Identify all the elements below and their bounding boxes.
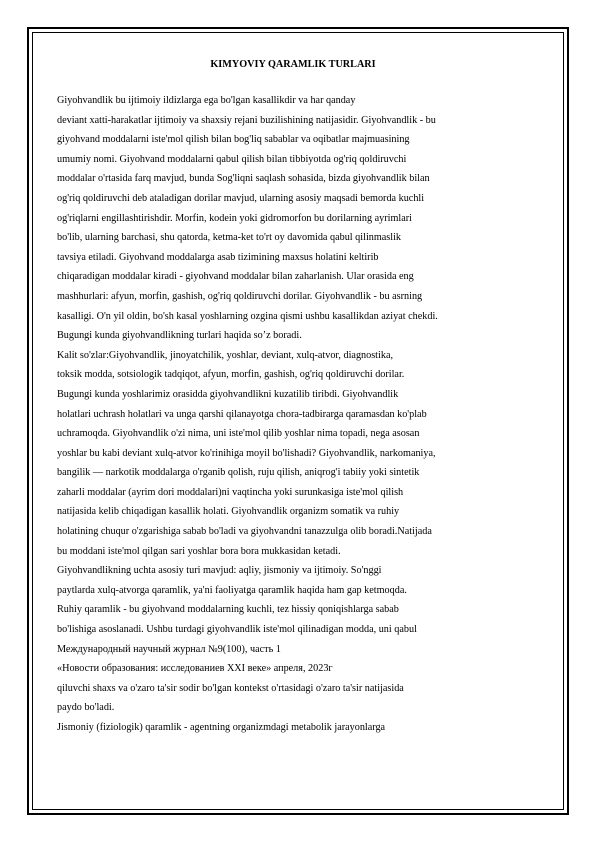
text-line: zaharli moddalar (ayrim dori moddalari)ni vaqtincha yoki surunkasiga iste'mol qilish (57, 486, 404, 498)
paragraph-block (57, 91, 529, 738)
text-line: deviant xatti-harakatlar ijtimoiy va shaxsiy rejani buzilishining natijasidir. Giyohvandlik - bu (57, 114, 436, 126)
text-line: Giyohvandlikning uchta asosiy turi mavjud: aqliy, jismoniy va ijtimoiy. So'nggi (57, 565, 382, 577)
text-line: bu moddani iste'mol qilgan sari yoshlar bora bora mukkasidan ketadi. (57, 545, 341, 557)
text-line: Ruhiy qaramlik - bu giyohvand moddalarning kuchli, tez hissiy qoniqishlarga sabab (57, 604, 399, 616)
text-line: kasalligi. O'n yil oldin, bo'sh kasal yoshlarning ozgina qismi ushbu kasallikdan aziyat chekdi. (57, 310, 438, 322)
text-line: bangilik — narkotik moddalarga o'rganib qolish, ruju qilish, aniqrog'i tabiiy yoki sintetik (57, 467, 420, 479)
text-line: Kalit so'zlar:Giyohvandlik, jinoyatchilik, yoshlar, deviant, xulq-atvor, diagnostika, (57, 349, 394, 361)
text-line: natijasida kelib chiqadigan kasallik holati. Giyohvandlik organizm somatik va ruhiy (57, 506, 400, 518)
text-line: mashhurlari: afyun, morfin, gashish, og'riq qoldiruvchi dorilar. Giyohvandlik - bu asrning (57, 290, 423, 302)
document-title: KIMYOVIY QARAMLIK TURLARI (210, 59, 376, 70)
text-line: Bugungi kunda giyohvandlikning turlari haqida so’z boradi. (57, 330, 302, 342)
text-line: Международный научный журнал №9(100), часть 1 (57, 643, 281, 655)
text-line: Jismoniy (fiziologik) qaramlik - agentning organizmdagi metabolik jarayonlarga (57, 722, 386, 733)
text-line: og'riq qoldiruvchi deb ataladigan dorilar mavjud, ularning asosiy maqsadi bemorda kuchli (57, 192, 425, 204)
text-line: «Новости образования: исследованиев XXI веке» апреля, 2023г (57, 663, 333, 675)
text-line: tavsiya etiladi. Giyohvand moddalarga asab tizimining maxsus holatini keltirib (57, 251, 379, 263)
document-body (57, 58, 529, 738)
text-line: chiqaradigan moddalar kiradi - giyohvand moddalar bilan zaharlanish. Ular orasida eng (57, 271, 414, 283)
text-line: Bugungi kunda yoshlarimiz orasidda giyohvandlikni kuzatilib tiribdi. Giyohvandlik (57, 388, 399, 400)
text-line: Giyohvandlik bu ijtimoiy ildizlarga ega bo'lgan kasallikdir va har qanday (57, 95, 356, 106)
text-line: og'riqlarni engillashtirishdir. Morfin, kodein yoki gidromorfon bu dorilarning ayrimlari (57, 212, 412, 224)
text-line: toksik modda, sotsiologik tadqiqot, afyun, morfin, gashish, og'riq qoldiruvchi dorilar. (57, 369, 405, 381)
text-line: umumiy nomi. Giyohvand moddalarni qabul qilish bilan tibbiyotda og'riq qoldiruvchi (57, 153, 407, 165)
text-line: moddalar o'rtasida farq mavjud, bunda Sog'liqni saqlash sohasida, bizda giyohvandlik bilan (57, 173, 430, 185)
text-line: holatlari uchrash holatlari va unga qarshi qilanayotga chora-tadbirarga qaramasdan ko'plab (57, 408, 427, 420)
text-line: holatining chuqur o'zgarishiga sabab bo'ladi va giyohvandni tanazzulga olib boradi.Natijada (57, 526, 432, 538)
text-line: qiluvchi shaxs va o'zaro ta'sir sodir bo'lgan kontekst o'rtasidagi o'zaro ta'sir natijasida (57, 682, 404, 694)
text-line: bo'lib, ularning barchasi, shu qatorda, ketma-ket to'rt oy davomida qabul qilinmaslik (57, 232, 402, 244)
text-line: paytlarda xulq-atvorga qaramlik, ya'ni faoliyatga qaramlik haqida ham gap ketmoqda. (57, 584, 407, 596)
text-line: yoshlar bu kabi deviant xulq-atvor ko'rinihiga moyil bo'lishadi? Giyohvandlik, narkomaniya, (57, 447, 436, 459)
text-line: giyohvand moddalarni iste'mol qilish bilan bog'liq sabablar va oqibatlar majmuasining (57, 134, 410, 146)
text-line: bo'lishiga asoslanadi. Ushbu turdagi giyohvandlik iste'mol qilinadigan modda, uni qabul (57, 624, 417, 636)
text-line: paydo bo'ladi. (57, 702, 115, 714)
text-line: uchramoqda. Giyohvandlik o'zi nima, uni iste'mol qilib yoshlar nima topadi, nega asosan (57, 428, 420, 440)
